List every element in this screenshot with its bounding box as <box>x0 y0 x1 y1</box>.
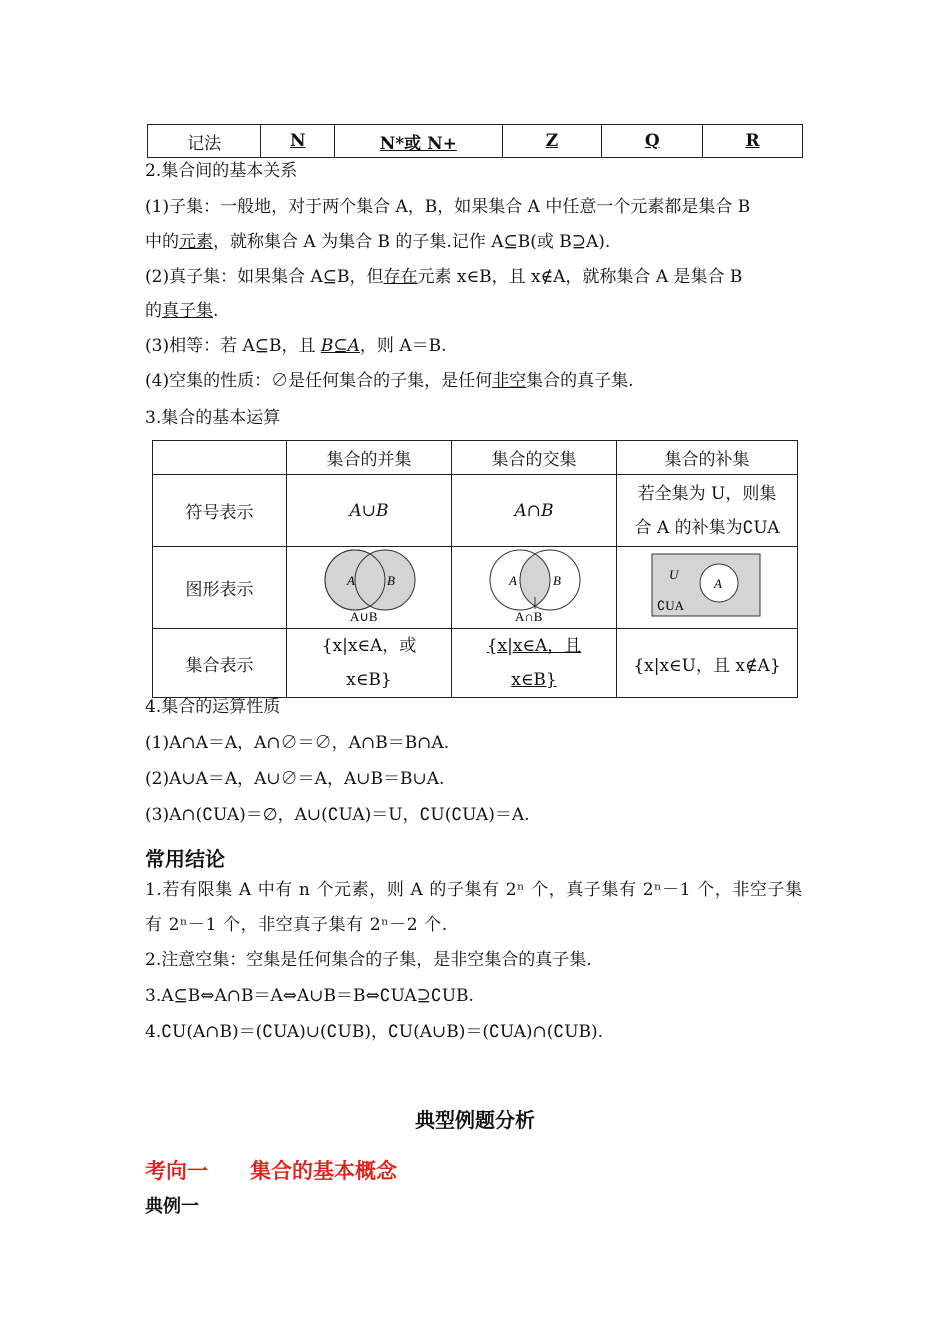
inter-caption: A∩B <box>515 609 543 623</box>
direction-title: 考向一 集合的基本概念 <box>145 1159 397 1183</box>
union-label-b: B <box>387 573 395 588</box>
ops-union-set <box>287 629 452 698</box>
comp-label-u: U <box>669 567 679 582</box>
proper-pre: (2)真子集：如果集合 A⊆B，但 <box>145 267 384 287</box>
subset-pre: 中的 <box>145 232 179 252</box>
ops-comp-set: {x|x∈U，且 x∉A} <box>617 629 798 698</box>
notation-q: Q <box>602 125 703 158</box>
ops-row-diagram-label: 图形表示 <box>153 547 287 629</box>
ops-inter-diagram <box>452 547 617 629</box>
notation-label: 记法 <box>148 125 261 158</box>
subset-line-2 <box>145 232 610 252</box>
ops-row-symbol-label: 符号表示 <box>153 475 287 547</box>
ops-union-symbol: A∪B <box>287 475 452 547</box>
example-1-title: 典例一 <box>145 1196 199 1217</box>
notation-table <box>147 124 803 158</box>
ops-row-set-label: 集合表示 <box>153 629 287 698</box>
ops-comp-symbol-l1: 若全集为 U，则集 <box>637 483 777 504</box>
subset-line-1: (1)子集：一般地，对于两个集合 A，B，如果集合 A 中任意一个元素都是集合 B <box>145 197 751 217</box>
section-3-title: 3.集合的基本运算 <box>145 408 281 428</box>
subset-post: ，就称集合 A 为集合 B 的子集.记作 A⊆B(或 B⊇A). <box>213 232 611 252</box>
equality-line <box>145 336 447 356</box>
subset-underline: 元素 <box>179 232 213 252</box>
conclusion-2: 2.注意空集：空集是任何集合的子集，是非空集合的真子集. <box>145 950 592 970</box>
eq-post: ，则 A＝B. <box>359 336 447 356</box>
inter-label-b: B <box>553 573 561 588</box>
notation-z: Z <box>502 125 602 158</box>
proper-underline: 存在 <box>383 267 418 287</box>
ops-header-intersection: 集合的交集 <box>452 441 617 475</box>
empty-pre: (4)空集的性质：∅是任何集合的子集，是任何 <box>145 371 493 391</box>
inter-label-a: A <box>509 573 517 588</box>
union-venn <box>287 547 451 623</box>
comp-label-a: A <box>714 576 722 591</box>
examples-title: 典型例题分析 <box>415 1108 535 1132</box>
union-label-a: A <box>347 573 355 588</box>
conclusion-3: 3.A⊆B⇔A∩B＝A⇔A∪B＝B⇔∁UA⊇∁UB. <box>145 986 474 1006</box>
notation-n: N <box>261 125 335 158</box>
ops-union-diagram <box>287 547 452 629</box>
ops-header-union: 集合的并集 <box>287 441 452 475</box>
proper2-pre: 的 <box>145 301 162 321</box>
ops-union-set-l1: {x|x∈A，或 <box>321 636 417 656</box>
proper-subset-line-1 <box>145 267 742 287</box>
conclusion-1b: 有 2ⁿ－1 个，非空真子集有 2ⁿ－2 个. <box>145 915 448 935</box>
section-2-title: 2.集合间的基本关系 <box>145 161 298 181</box>
ops-inter-symbol: A∩B <box>452 475 617 547</box>
complement-venn <box>617 547 797 623</box>
proper2-underline: 真子集 <box>162 301 213 321</box>
proper-subset-line-2 <box>145 301 218 321</box>
notation-r: R <box>703 125 803 158</box>
empty-set-line <box>145 371 634 391</box>
section-4-title: 4.集合的运算性质 <box>145 697 281 717</box>
conclusion-4: 4.∁U(A∩B)＝(∁UA)∪(∁UB)，∁U(A∪B)＝(∁UA)∩(∁UB). <box>145 1022 604 1042</box>
union-caption: A∪B <box>350 609 378 623</box>
ops-comp-symbol <box>617 475 798 547</box>
property-1: (1)A∩A＝A，A∩∅＝∅，A∩B＝B∩A. <box>145 733 450 753</box>
ops-union-set-l2: x∈B} <box>346 670 392 690</box>
eq-pre: (3)相等：若 A⊆B，且 <box>145 336 321 356</box>
eq-underline: B⊆A <box>320 336 360 356</box>
conclusion-1a: 1.若有限集 A 中有 n 个元素，则 A 的子集有 2ⁿ 个，真子集有 2ⁿ－1 个，非空子集 <box>145 880 803 900</box>
ops-header-complement: 集合的补集 <box>617 441 798 475</box>
comp-caption: ∁UA <box>657 598 685 613</box>
conclusions-title: 常用结论 <box>145 847 225 871</box>
ops-corner <box>153 441 287 475</box>
ops-inter-set <box>452 629 617 698</box>
empty-post: 集合的真子集. <box>526 371 634 391</box>
ops-inter-set-l2: x∈B} <box>511 670 557 690</box>
operations-table <box>152 440 798 698</box>
proper2-post: . <box>213 301 219 321</box>
ops-inter-set-l1: {x|x∈A，且 <box>486 636 582 656</box>
ops-comp-diagram <box>617 547 798 629</box>
empty-underline: 非空 <box>492 371 527 391</box>
proper-post: 元素 x∈B，且 x∉A，就称集合 A 是集合 B <box>417 267 743 287</box>
property-3: (3)A∩(∁UA)＝∅，A∪(∁UA)＝U，∁U(∁UA)＝A. <box>145 805 530 825</box>
property-2: (2)A∪A＝A，A∪∅＝A，A∪B＝B∪A. <box>145 769 445 789</box>
intersection-venn <box>452 547 616 623</box>
ops-comp-symbol-l2: 合 A 的补集为∁UA <box>634 517 780 538</box>
notation-n-star: N*或 N+ <box>335 125 502 158</box>
